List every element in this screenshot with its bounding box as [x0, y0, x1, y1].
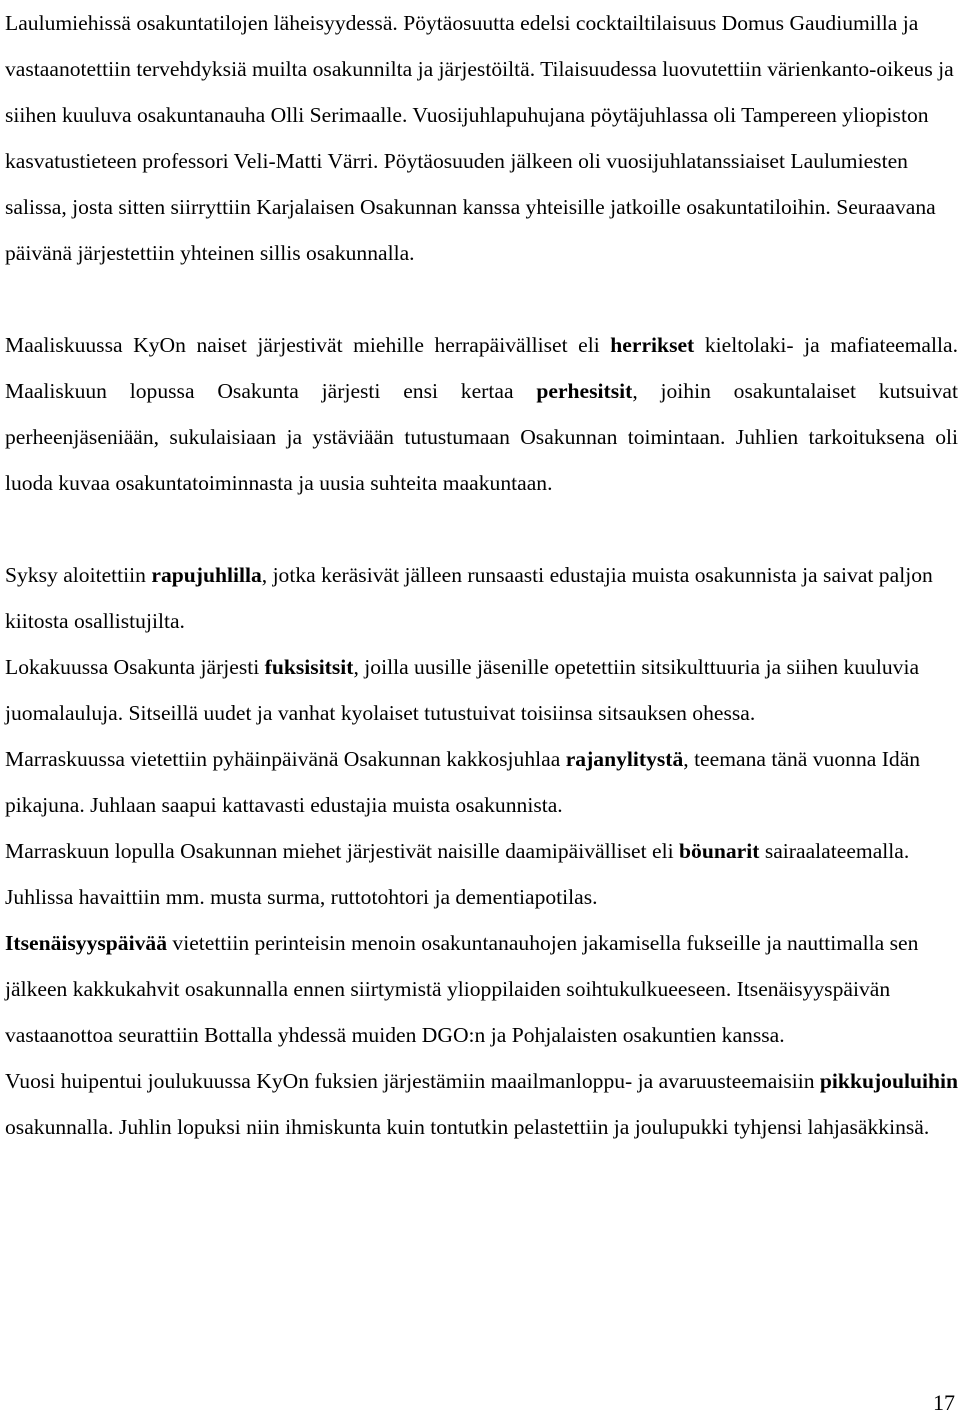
text-run: , jotka keräsivät jälleen runsaasti edustajia muista osakunnista ja saivat paljon kiitosta osallistujilta. — [5, 563, 933, 633]
text-run: kieltolaki- ja mafiateemalla. Maaliskuun lopussa Osakunta järjesti ensi kertaa — [5, 333, 958, 403]
text-run: Syksy aloitettiin — [5, 563, 152, 587]
bold-term: perhesitsit — [536, 379, 633, 403]
bold-term: fuksisitsit — [264, 655, 354, 679]
paragraph-2 — [5, 322, 958, 506]
text-run: , joihin osakuntalaiset kutsuivat perheenjäseniään, sukulaisiaan ja ystäviään tutustumaan Osakunnan toimintaan. Juhlien tarkoituksena oli luoda kuvaa osakuntatoiminnasta ja uusia suhteita maakuntaan. — [5, 379, 958, 495]
paragraph-5 — [5, 736, 958, 828]
bold-term: rajanylitystä — [565, 747, 684, 771]
text-run: , teemana tänä vuonna Idän pikajuna. Juhlaan saapui kattavasti edustajia muista osakunnista. — [5, 747, 921, 817]
bold-term: pikkujouluihin — [819, 1069, 958, 1093]
text-run: vietettiin perinteisin menoin osakuntanauhojen jakamisella fukseille ja nauttimalla sen jälkeen kakkukahvit osakunnalla ennen siirtymistä ylioppilaiden soihtukulkueeseen. Itsenäisyyspäivän vastaanottoa seurattiin Bottalla yhdessä muiden DGO:n ja Pohjalaisten osakuntien kanssa. — [5, 931, 919, 1047]
paragraph-6 — [5, 828, 958, 920]
document-page — [5, 0, 958, 1150]
bold-term: rapujuhlilla — [151, 563, 262, 587]
text-run: Marraskuussa vietettiin pyhäinpäivänä Osakunnan kakkosjuhlaa — [5, 747, 566, 771]
paragraph-8 — [5, 1058, 958, 1150]
paragraph-gap — [5, 276, 958, 322]
paragraph-7 — [5, 920, 958, 1058]
text-run: Maaliskuussa KyOn naiset järjestivät miehille herrapäivälliset eli — [5, 333, 611, 357]
bold-term: Itsenäisyyspäivää — [5, 931, 167, 955]
text-run: Vuosi huipentui joulukuussa KyOn fuksien järjestämiin maailmanloppu- ja avaruusteemaisiin — [5, 1069, 820, 1093]
text-run: , joilla uusille jäsenille opetettiin sitsikulttuuria ja siihen kuuluvia juomalauluja. Sitseillä uudet ja vanhat kyolaiset tutustuivat toisiinsa sitsauksen ohessa. — [5, 655, 920, 725]
bold-term: herrikset — [610, 333, 695, 357]
text-run: osakunnalla. Juhlin lopuksi niin ihmiskunta kuin tontutkin pelastettiin ja joulupukki tyhjensi lahjasäkkinsä. — [5, 1115, 930, 1139]
page-number: 17 — [933, 1390, 955, 1415]
text-run: Marraskuun lopulla Osakunnan miehet järjestivät naisille daamipäivälliset eli — [5, 839, 680, 863]
paragraph-1 — [5, 0, 958, 276]
text-run: Lokakuussa Osakunta järjesti — [5, 655, 265, 679]
paragraph-4 — [5, 644, 958, 736]
bold-term: böunarit — [679, 839, 760, 863]
text-run: Laulumiehissä osakuntatilojen läheisyydessä. Pöytäosuutta edelsi cocktailtilaisuus Domus Gaudiumilla ja vastaanotettiin tervehdyksiä muilta osakunnilta ja järjestöiltä. Tilaisuudessa luovutettiin värienkanto-oikeus ja siihen kuuluva osakuntanauha Olli Serimaalle. Vuosijuhlapuhujana pöytäjuhlassa oli Tampereen yliopiston kasvatustieteen professori Veli-Matti Värri. Pöytäosuuden jälkeen oli vuosijuhlatanssiaiset Laulumiesten salissa, josta sitten siirryttiin Karjalaisen Osakunnan kanssa yhteisille jatkoille osakuntatiloihin. Seuraavana päivänä järjestettiin yhteinen sillis osakunnalla. — [5, 11, 954, 265]
paragraph-gap — [5, 506, 958, 552]
paragraph-3 — [5, 552, 958, 644]
text-run: sairaalateemalla. Juhlissa havaittiin mm. musta surma, ruttotohtori ja dementiapotilas. — [5, 839, 910, 909]
